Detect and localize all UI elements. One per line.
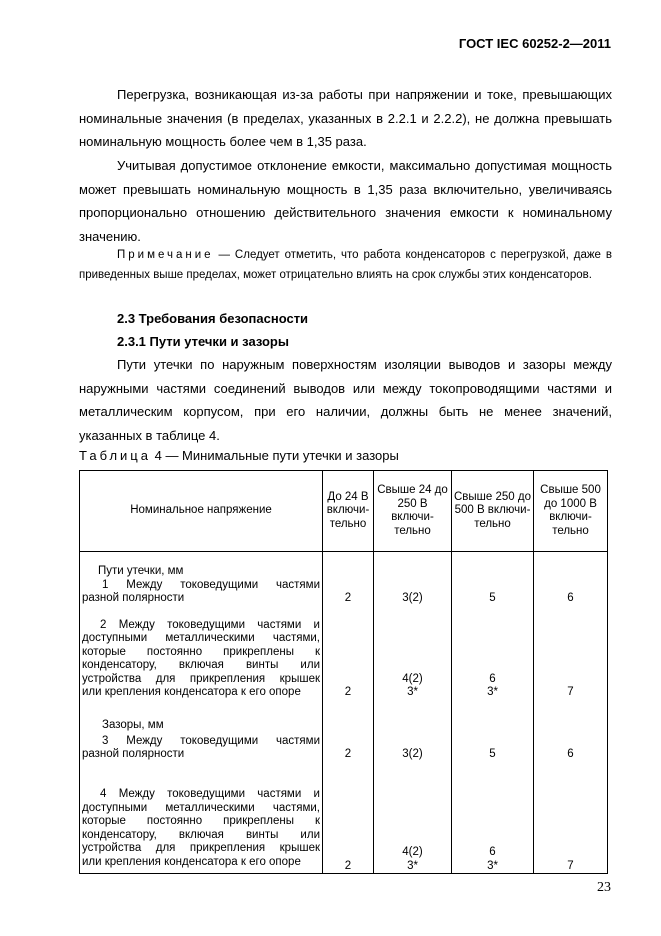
cell-value-line: 3* — [407, 859, 418, 872]
page-number: 23 — [597, 880, 611, 895]
paragraph-capacitance: Учитывая допустимое отклонение емкости, максимально допустимая мощность может превышать номинальную мощность в 1,35 раза включительно, увеличиваясь пропорционально отношению действительного значения емкости к номинальному значению. — [79, 158, 612, 244]
section-heading-2-3-1: 2.3.1 Пути утечки и зазоры — [117, 334, 289, 349]
table-caption — [79, 448, 399, 463]
cell-value: 5 — [452, 552, 534, 606]
header-nominal-voltage: Номинальное напряжение — [80, 471, 323, 552]
row-line: 3 Между токоведущими частями — [102, 734, 320, 747]
cell-value: 6 — [534, 552, 608, 606]
group-label-clearance: Зазоры, мм — [102, 719, 164, 731]
cell-value: 2 — [323, 606, 374, 700]
row-description — [80, 552, 323, 606]
row-line: или крепления конденсатора к его опоре — [82, 686, 301, 698]
row-description — [80, 700, 323, 762]
table-row — [80, 552, 608, 606]
note-label: Примечание — [117, 249, 214, 261]
cell-value — [452, 606, 534, 700]
cell-value: 3(2) — [374, 700, 452, 762]
cell-value-line: 3* — [487, 686, 498, 698]
table-header-row — [80, 471, 608, 552]
table-caption-label: Таблица — [79, 448, 151, 463]
cell-value-line: 6 — [489, 846, 496, 858]
cell-value-line: 4(2) — [402, 672, 423, 685]
cell-value — [452, 762, 534, 874]
row-line: или крепления конденсатора к его опоре — [82, 855, 301, 868]
row-line: 4 Между токоведущими частями и доступными металлическими частями, которые постоянно прикреплены к конденсатору, включая винты или устройства для прикрепления крышек — [82, 788, 320, 854]
document-code: ГОСТ IEC 60252-2—2011 — [458, 36, 611, 51]
header-250-500v: Свыше 250 до 500 В включи-тельно — [452, 471, 534, 552]
table-caption-text: 4 — Минимальные пути утечки и зазоры — [150, 448, 399, 463]
cell-value: 5 — [452, 700, 534, 762]
table-row — [80, 700, 608, 762]
note-text: — Следует отметить, что работа конденсаторов с перегрузкой, даже в приведенных выше пределах, может отрицательно влиять на срок службы этих конденсаторов. — [79, 249, 612, 281]
paragraph-overload: Перегрузка, возникающая из-за работы при напряжении и токе, превышающих номинальные значения (в пределах, указанных в 2.2.1 и 2.2.2), не должна превышать номинальную мощность более чем в 1,35 раза. — [79, 87, 612, 149]
cell-value: 7 — [534, 762, 608, 874]
cell-value-line: 4(2) — [402, 846, 423, 858]
cell-value: 2 — [323, 762, 374, 874]
note — [79, 245, 612, 285]
cell-value: 6 — [534, 700, 608, 762]
section-heading-2-3: 2.3 Требования безопасности — [117, 311, 309, 326]
row-line: 1 Между токоведущими частями — [102, 578, 320, 591]
row-description — [80, 606, 323, 700]
table-row — [80, 762, 608, 874]
header-24-250v: Свыше 24 до 250 В включи-тельно — [374, 471, 452, 552]
cell-value — [374, 762, 452, 874]
row-line: 2 Между токоведущими частями и доступными металлическими частями, которые постоянно прикреплены к конденсатору, включая винты или устройства для прикрепления крышек — [82, 618, 320, 685]
paragraph-creepage: Пути утечки по наружным поверхностям изоляции выводов и зазоры между наружными частями соединений выводов или между токопроводящими частями и металлическим корпусом, при его наличии, должны быть не менее значений, указанных в таблице 4. — [79, 357, 612, 443]
row-description — [80, 762, 323, 874]
cell-value-line: 6 — [489, 672, 496, 685]
header-up-to-24v: До 24 В включи-тельно — [323, 471, 374, 552]
cell-value: 2 — [323, 552, 374, 606]
cell-value: 3(2) — [374, 552, 452, 606]
cell-value: 2 — [323, 700, 374, 762]
row-line: разной полярности — [82, 748, 185, 760]
header-500-1000v: Свыше 500 до 1000 В включи-тельно — [534, 471, 608, 552]
cell-value: 7 — [534, 606, 608, 700]
clearance-table — [79, 470, 608, 874]
group-label-creepage: Пути утечки, мм — [98, 565, 184, 577]
cell-value-line: 3* — [407, 686, 418, 698]
row-line: разной полярности — [82, 592, 185, 604]
table-row — [80, 606, 608, 700]
cell-value-line: 3* — [487, 859, 498, 872]
cell-value — [374, 606, 452, 700]
